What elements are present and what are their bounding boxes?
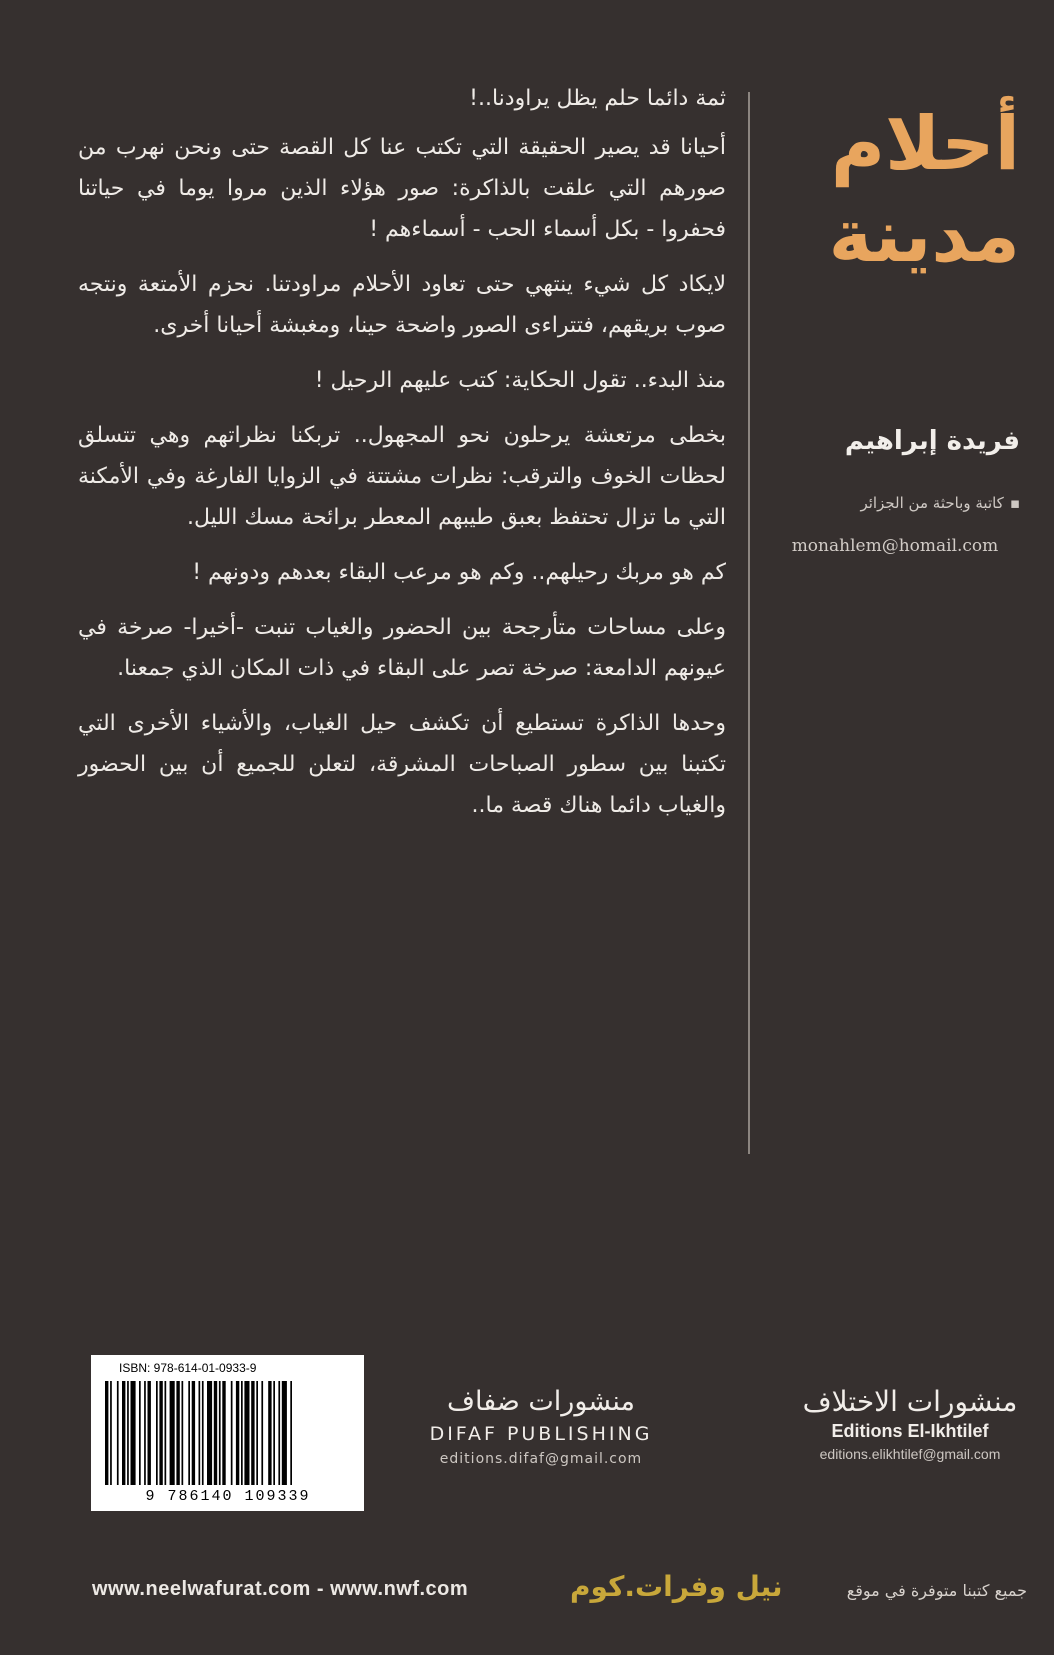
author-bio (770, 494, 1020, 512)
blurb-paragraph: بخطى مرتعشة يرحلون نحو المجهول.. تربكنا نظراتهم وهي تتسلق لحظات الخوف والترقب: نظرات مشتتة في الزوايا الفارغة وفي الأمكنة التي ما تزال تحتفظ بعبق طيبهم المعطر برائحة مسك الليل. (78, 423, 726, 530)
title-line: أحلام (830, 101, 1020, 187)
ikhtilef-email: editions.elikhtilef@gmail.com (819, 1446, 1001, 1462)
bullet-icon: ▪ (1009, 494, 1020, 512)
blurb-paragraph: ثمة دائما حلم يظل يراودنا..! (469, 86, 726, 111)
blurb-paragraph: أحيانا قد يصير الحقيقة التي تكتب عنا كل القصة حتى ونحن نهرب من صورهم التي علقت بالذاكرة: صور هؤلاء الذين مروا يوما في حياتنا فحفروا - بكل أسماء الحب - أسماءهم ! (78, 135, 726, 242)
author-name: فريدة إبراهيم (844, 426, 1020, 456)
ikhtilef-arabic-name: منشورات الاختلاف (802, 1385, 1018, 1418)
difaf-latin-name: DIFAF PUBLISHING (429, 1423, 653, 1445)
author-bio-text: كاتبة وباحثة من الجزائر (860, 494, 1004, 512)
title-line: مدينة (828, 193, 1020, 279)
blurb-paragraph: وحدها الذاكرة تستطيع أن تكشف حيل الغياب، والأشياء الأخرى التي تكتبنا بين سطور الصباحات المشرقة، لتعلن للجميع أن بين الحضور والغياب دائما هناك قصة ما.. (78, 711, 726, 818)
blurb-text (78, 78, 726, 840)
blurb-paragraph: كم هو مربك رحيلهم.. وكم هو مرعب البقاء بعدهم ودونهم ! (192, 560, 726, 585)
blurb-paragraph: منذ البدء.. تقول الحكاية: كتب عليهم الرحيل ! (314, 368, 726, 393)
neelwafurat-logo: نيل وفرات.كوم (570, 1570, 783, 1603)
barcode-digits: 9 786140 109339 (145, 1488, 311, 1505)
blurb-paragraph: وعلى مساحات متأرجحة بين الحضور والغياب تنبت -أخيرا- صرخة في عيونهم الدامعة: صرخة تصر على البقاء في ذات المكان الذي جمعنا. (78, 615, 726, 681)
footer-availability-note: جميع كتبنا متوفرة في موقع (846, 1581, 1027, 1600)
book-title (770, 98, 1020, 282)
footer-urls: www.neelwafurat.com - www.nwf.com (92, 1578, 469, 1600)
vertical-divider (748, 92, 750, 1154)
author-email: monahlem@homail.com (791, 536, 999, 556)
isbn-label: ISBN: 978-614-01-0933-9 (119, 1361, 257, 1375)
difaf-arabic-name: منشورات ضفاف (447, 1386, 635, 1417)
difaf-email: editions.difaf@gmail.com (439, 1451, 643, 1467)
barcode-icon (103, 1381, 353, 1485)
blurb-paragraph: لايكاد كل شيء ينتهي حتى تعاود الأحلام مراودتنا. نحزم الأمتعة ونتجه صوب بريقهم، فتتراءى الصور واضحة حينا، ومغبشة أحيانا أخرى. (78, 272, 726, 338)
publisher-ikhtilef-logo (790, 1385, 1030, 1462)
publisher-difaf-logo (410, 1385, 672, 1467)
isbn-barcode (91, 1355, 364, 1511)
ikhtilef-latin-name: Editions El-Ikhtilef (831, 1421, 989, 1441)
